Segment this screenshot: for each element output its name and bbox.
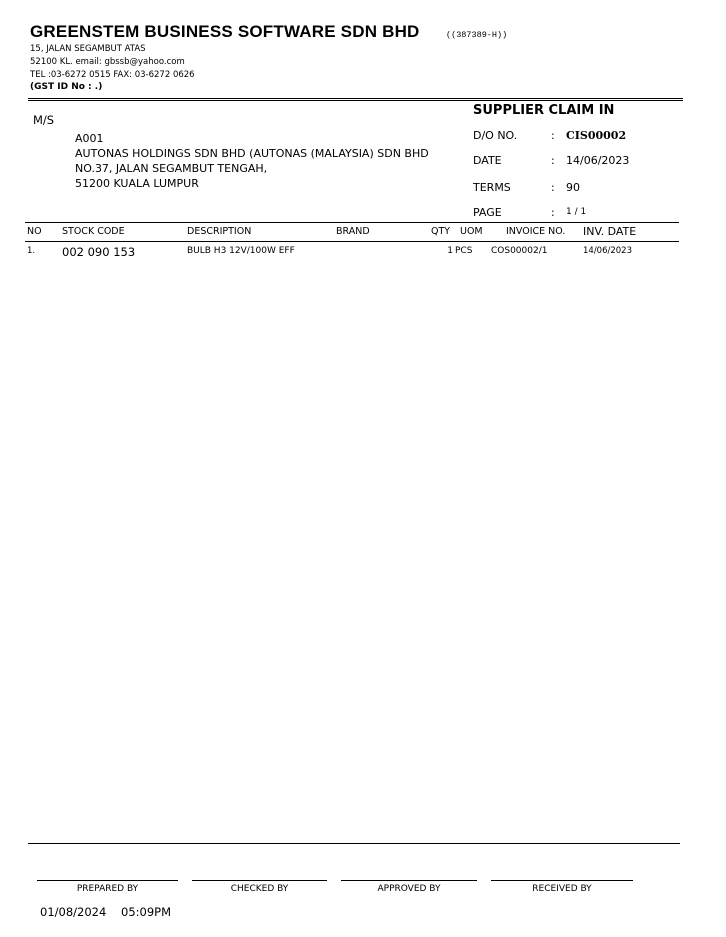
received-by-label: RECEIVED BY [532, 884, 592, 894]
header-rule-top [28, 98, 683, 99]
row-description: BULB H3 12V/100W EFF [187, 246, 295, 256]
prepared-by-label: PREPARED BY [76, 884, 139, 894]
row-inv-date: 14/06/2023 [583, 246, 632, 256]
terms-colon: : [551, 181, 555, 194]
date-label: DATE [473, 154, 502, 167]
customer-prefix: M/S [33, 113, 55, 127]
col-header-description: DESCRIPTION [187, 226, 252, 237]
company-name: GREENSTEM BUSINESS SOFTWARE SDN BHD [30, 22, 420, 41]
page-colon: : [551, 206, 555, 219]
row-uom: PCS [455, 246, 473, 256]
terms-value: 90 [566, 181, 580, 194]
col-header-no: NO [27, 226, 42, 237]
header-rule-bottom [28, 100, 683, 101]
row-no: 1. [27, 246, 36, 256]
row-qty: 1 [447, 246, 453, 256]
do-no-label: D/O NO. [473, 129, 518, 142]
company-address-line1: 15, JALAN SEGAMBUT ATAS [30, 44, 146, 54]
row-stock-code: 002 090 153 [62, 245, 136, 259]
row-invoice-no: COS00002/1 [491, 246, 548, 256]
footer-rule [28, 843, 680, 844]
do-no-value: CIS00002 [566, 129, 627, 142]
col-header-brand: BRAND [336, 226, 370, 237]
page-value: 1 / 1 [566, 207, 587, 217]
approved-by-label: APPROVED BY [377, 884, 441, 894]
checked-by-label: CHECKED BY [230, 884, 289, 894]
company-contact: TEL :03-6272 0515 FAX: 03-6272 0626 [30, 70, 195, 80]
date-colon: : [551, 154, 555, 167]
col-header-uom: UOM [460, 226, 483, 237]
col-header-stock-code: STOCK CODE [62, 226, 125, 237]
company-address-line2: 52100 KL. email: gbssb@yahoo.com [30, 57, 185, 67]
approved-by-line [341, 880, 477, 881]
customer-name: AUTONAS HOLDINGS SDN BHD (AUTONAS (MALAYSIA) SDN BHD [75, 147, 429, 160]
col-header-qty: QTY [431, 226, 451, 237]
customer-address1: NO.37, JALAN SEGAMBUT TENGAH, [75, 162, 268, 175]
received-by-line [491, 880, 633, 881]
company-reg-no: ((387389-H)) [446, 30, 508, 40]
table-header-rule-top [25, 222, 679, 223]
col-header-invoice-no: INVOICE NO. [506, 226, 566, 237]
document-title: SUPPLIER CLAIM IN [473, 103, 615, 118]
table-header-rule-bottom [25, 241, 679, 242]
customer-address2: 51200 KUALA LUMPUR [75, 177, 199, 190]
company-gst-id: (GST ID No : .) [30, 82, 103, 92]
terms-label: TERMS [473, 181, 511, 194]
print-time: 05:09PM [121, 905, 171, 919]
print-date: 01/08/2024 [40, 905, 107, 919]
page-label: PAGE [473, 206, 502, 219]
prepared-by-line [37, 880, 178, 881]
col-header-inv-date: INV. DATE [583, 225, 637, 238]
customer-code: A001 [75, 132, 104, 145]
date-value: 14/06/2023 [566, 154, 630, 167]
do-no-colon: : [551, 129, 555, 142]
checked-by-line [192, 880, 327, 881]
